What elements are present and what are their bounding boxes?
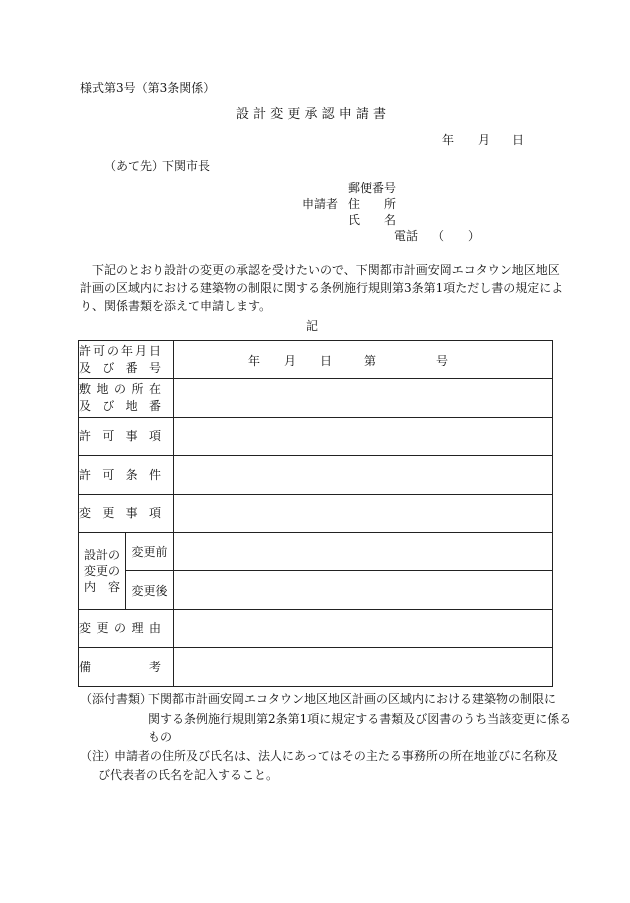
permit-conditions-value-cell[interactable] (174, 456, 553, 495)
permit-date-label: 許可の年月日 及 び 番 号 (79, 341, 174, 379)
body-line-2: 計画の区域内における建築物の制限に関する条例施行規則第3条第1項ただし書の規定によ (80, 281, 564, 295)
permit-items-value-cell[interactable] (174, 418, 553, 456)
row-design-change-before (79, 533, 553, 571)
site-value-cell[interactable] (174, 379, 553, 418)
note-line-2: び代表者の氏名を記入すること。 (98, 768, 279, 782)
reason-value-cell[interactable] (174, 610, 553, 648)
row-change-items (79, 495, 553, 533)
row-site (79, 379, 553, 418)
row-permit-conditions (79, 456, 553, 495)
change-items-label: 変更事項 (79, 495, 174, 533)
attached-docs-line-3: もの (148, 730, 173, 744)
row-reason (79, 610, 553, 648)
addressee-name: 下関市長 (162, 159, 211, 173)
permit-conditions-label: 許可条件 (79, 456, 174, 495)
before-label: 変更前 (126, 533, 174, 571)
reason-label: 変更の理由 (79, 610, 174, 648)
attached-docs-label: （添付書類） (80, 692, 153, 706)
row-permit-date (79, 341, 553, 379)
before-value-cell[interactable] (174, 533, 553, 571)
ki-label: 記 (306, 319, 319, 333)
row-permit-items (79, 418, 553, 456)
permit-dai-label: 第 (364, 354, 377, 368)
after-value-cell[interactable] (174, 571, 553, 610)
postal-code-label: 郵便番号 (348, 181, 397, 195)
body-line-3: り、関係書類を添えて申請します。 (80, 299, 272, 313)
row-design-change-after (79, 571, 553, 610)
site-label: 敷地の所在 及 び 地 番 (79, 379, 174, 418)
attached-docs-line-2: 関する条例施行規則第2条第1項に規定する書類及び図書のうち当該変更に係る (148, 712, 572, 726)
name-label: 氏 名 (348, 213, 397, 227)
document-title: 設 計 変 更 承 認 申 請 書 (236, 107, 387, 122)
phone-label: 電話 (394, 229, 419, 243)
date-month-label: 月 (478, 133, 491, 147)
date-day-label: 日 (512, 133, 525, 147)
remarks-value-cell[interactable] (174, 648, 553, 687)
application-table (78, 340, 553, 687)
date-year-label: 年 (442, 133, 455, 147)
applicant-role-label: 申請者 (302, 197, 339, 211)
note-line-1: 申請者の住所及び氏名は、法人にあってはその主たる事務所の所在地並びに名称及 (114, 749, 558, 763)
permit-day-label: 日 (320, 354, 333, 368)
address-label: 住 所 (348, 197, 397, 211)
permit-go-label: 号 (436, 354, 449, 368)
permit-items-label: 許可事項 (79, 418, 174, 456)
after-label: 変更後 (126, 571, 174, 610)
remarks-label: 備考 (79, 648, 174, 687)
change-items-value-cell[interactable] (174, 495, 553, 533)
note-label: （注） (80, 749, 117, 763)
addressee-label: （あて先） (104, 159, 165, 173)
row-remarks (79, 648, 553, 687)
permit-year-label: 年 (248, 354, 261, 368)
design-change-label: 設計の 変更の 内 容 (79, 533, 126, 610)
permit-date-value-cell[interactable] (174, 341, 553, 379)
attached-docs-line-1: 下関都市計画安岡エコタウン地区地区計画の区域内における建築物の制限に (148, 692, 557, 706)
phone-parens: （ ） (432, 229, 481, 243)
form-number: 様式第3号（第3条関係） (80, 81, 216, 95)
permit-month-label: 月 (284, 354, 297, 368)
body-line-1: 下記のとおり設計の変更の承認を受けたいので、下関都市計画安岡エコタウン地区地区 (92, 263, 560, 277)
